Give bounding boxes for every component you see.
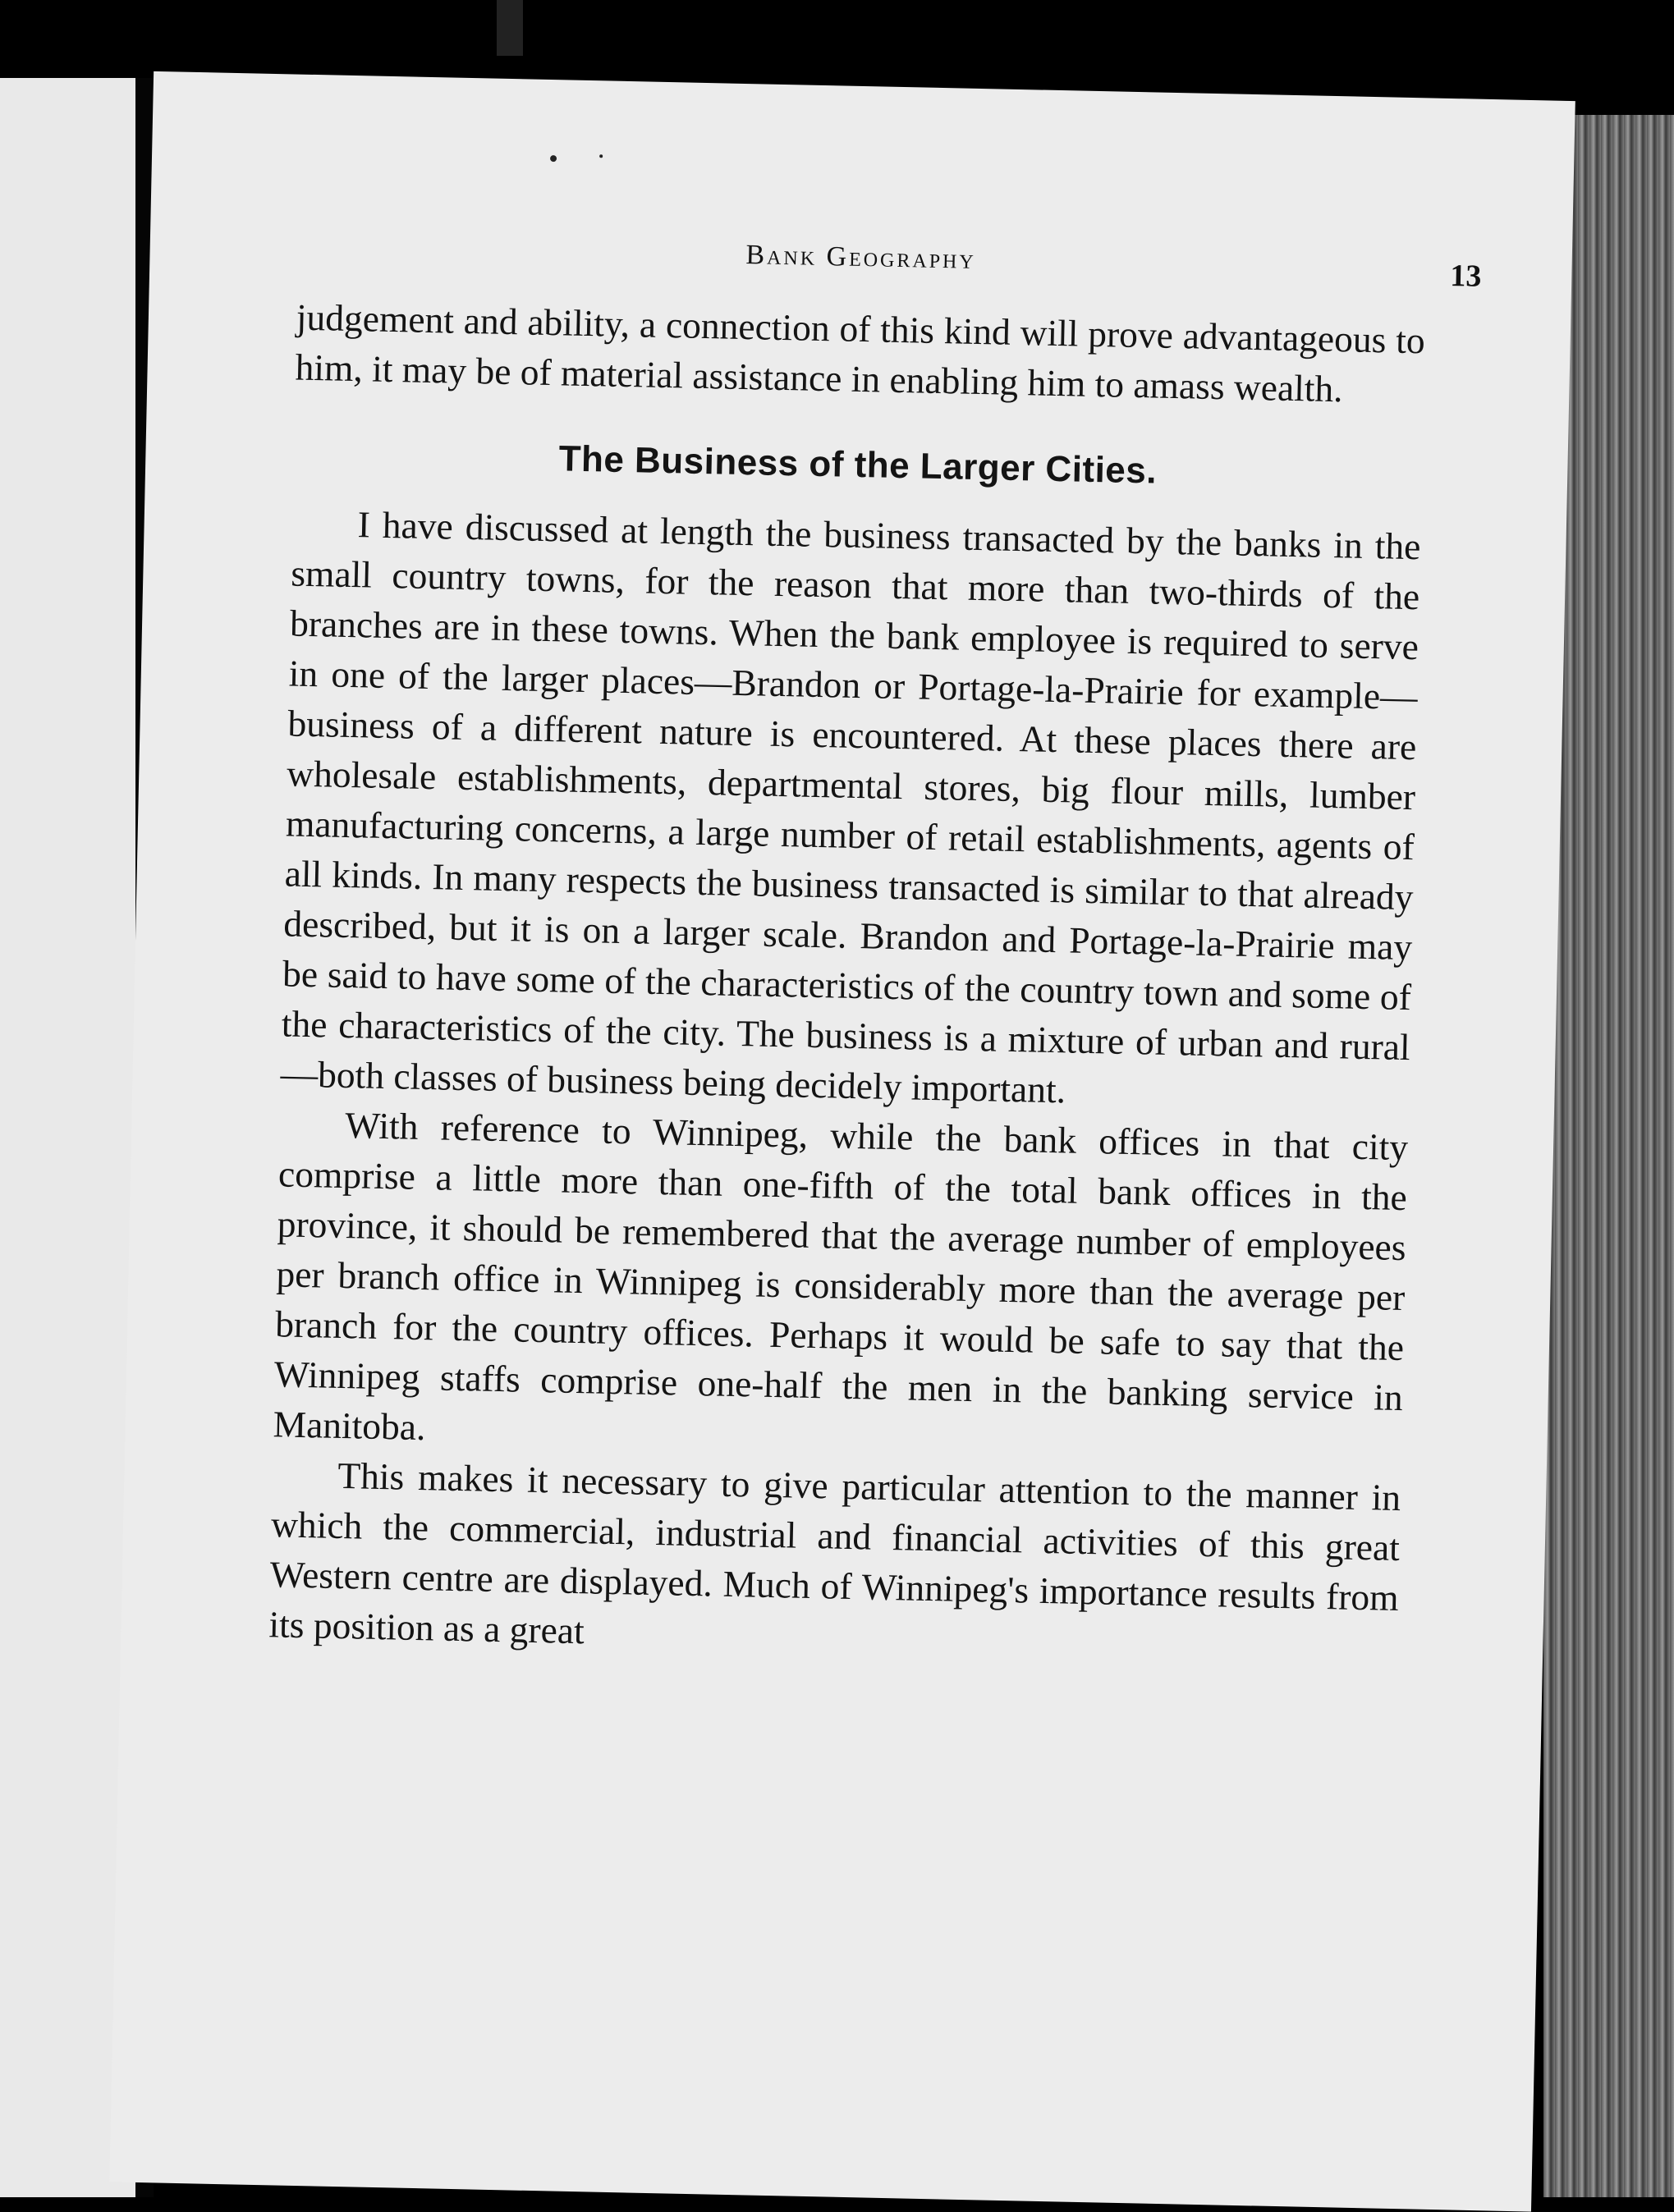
running-title: Bank Geography bbox=[745, 240, 977, 275]
body-paragraph: This makes it necessary to give particular attention to the manner in which the commercial, industrial and financial activities of this great Western centre are displayed. Much of Winnipeg's importance results from its position as a great bbox=[268, 1454, 1401, 1652]
book-page bbox=[109, 71, 1575, 2212]
ink-specks bbox=[550, 153, 616, 165]
page-header bbox=[149, 227, 1572, 298]
body-paragraph: With reference to Winnipeg, while the bank offices in that city comprise a little more than one-fifth of the total bank offices in the province, it should be remembered that the average number of employees per branch office in Winnipeg is considerably more than the average per branch for the country offices. Perhaps it would be safe to say that the Winnipeg staffs comprise one-half the men in the banking service in Manitoba. bbox=[273, 1104, 1409, 1449]
continuation-paragraph: judgement and ability, a connection of this kind will prove advantageous to him, it may be of material assistance in enabling him to amass wealth. bbox=[295, 295, 1426, 410]
scan-artifact bbox=[497, 0, 523, 56]
section-heading: The Business of the Larger Cities. bbox=[558, 438, 1158, 492]
page-number: 13 bbox=[1449, 258, 1482, 294]
body-paragraph: I have discussed at length the business transacted by the banks in the small country towns, for the reason that more than two-thirds of the branches are in these towns. When the bank employee is required to serve in one of the larger places—Brandon or Portage-la-Prairie for example—business of a different nature is encountered. At these places there are wholesale establishments, departmental stores, big flour mills, lumber manufacturing concerns, a large number of retail establishments, agents of all kinds. In many respects the business transacted is similar to that already described, but it is on a larger scale. Brandon and Portage-la-Prairie may be said to have some of the characteristics of the country town and some of the characteristics of the city. The business is a mixture of urban and rural—both classes of business being decidely important. bbox=[280, 503, 1421, 1111]
page-body bbox=[268, 292, 1425, 1673]
